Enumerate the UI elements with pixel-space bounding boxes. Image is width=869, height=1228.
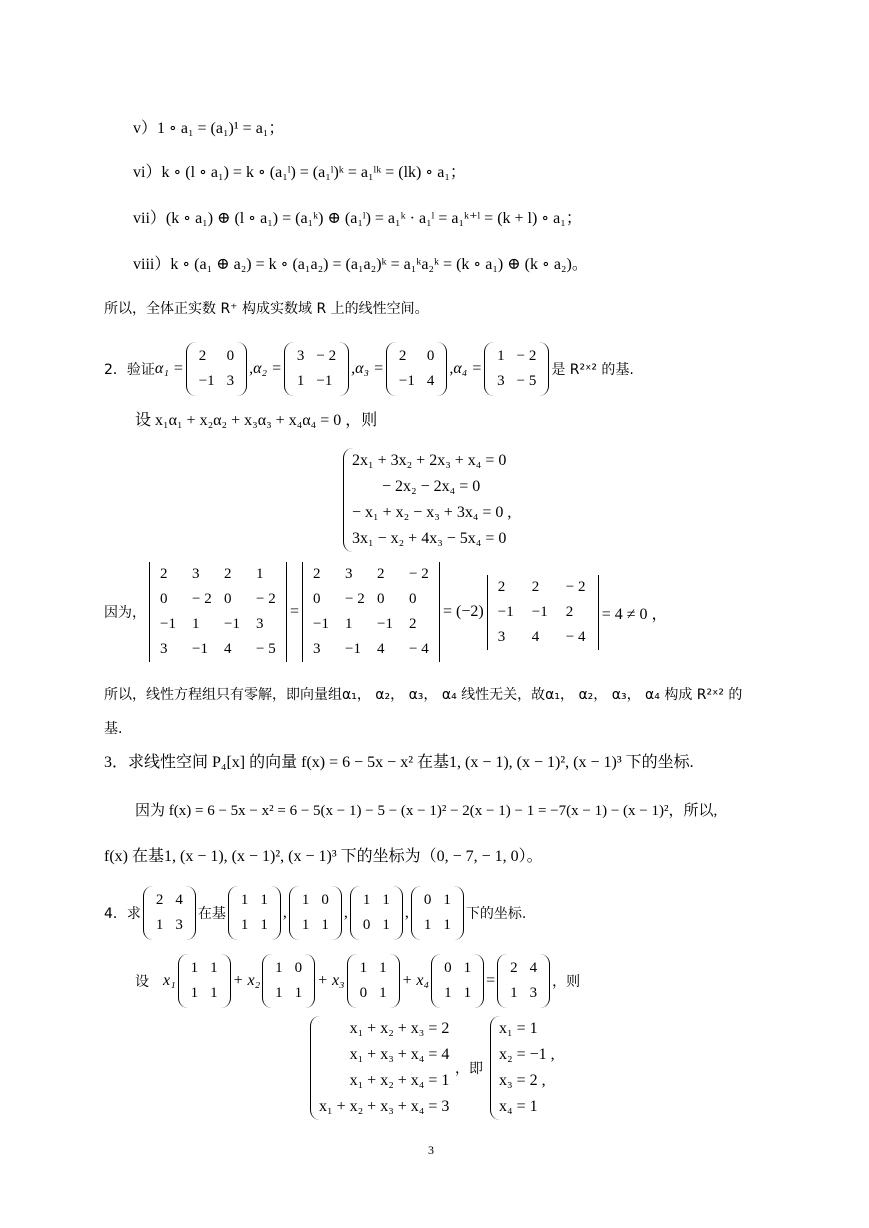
problem-2-conclusion-end: 基. (104, 721, 123, 737)
determinant-1: 2 3 2 1 0 − 2 0 − 2 −1 1 −1 3 3 −1 4 − 5 (149, 562, 287, 662)
setup-basis-2: 1 0 1 1 (262, 954, 315, 1008)
because-label: 因为， (104, 605, 146, 621)
alpha3-label: ,α₃ = (351, 360, 384, 377)
alpha4-label: ,α₄ = (449, 360, 483, 377)
determinant-line: 因为， 2 3 2 1 0 − 2 0 − 2 −1 1 −1 3 3 −1 4 − 5 = 2 3 2 − 2 0 − 2 0 0 −1 1 −1 2 3 −1 4 − 4 = (−2) 2 2 − 2 −1 −1 2 3 4 − 4 = 4 ≠ 0 ， (104, 562, 668, 662)
problem-3-statement: 3．求线性空间 P₄[x] 的向量 f(x) = 6 − 5x − x² 在基1, (x − 1), (x − 1)², (x − 1)³ 下的坐标. (104, 754, 694, 771)
axiom-viii: viii）k ∘ (a₁ ⊕ a₂) = k ∘ (a₁a₂) = (a₁a₂)ᵏ = a₁ᵏa₂ᵏ = (k ∘ a₁) ⊕ (k ∘ a₂)。 (133, 256, 588, 273)
determinant-factor: = (−2) (443, 603, 484, 620)
axiom-vi: vi）k ∘ (l ∘ a₁) = k ∘ (a₁ˡ) = (a₁ˡ)ᵏ = a₁ˡᵏ = (lk) ∘ a₁； (133, 164, 466, 181)
alpha3-matrix: 2 0 −1 4 (386, 342, 447, 396)
alpha2-label: ,α₂ = (249, 360, 282, 377)
setup-basis-4: 0 1 1 1 (431, 954, 484, 1008)
problem-4-setup: 设 x₁ 1 1 1 1 + x₂ 1 0 1 1 + x₃ 1 1 0 1 + x₄ 0 1 1 1 = 2 4 1 3 ，则 (135, 954, 580, 1008)
conclusion-1: 所以，全体正实数 R⁺ 构成实数域 R 上的线性空间。 (104, 301, 429, 317)
problem-2-prefix: 2．验证 (104, 362, 155, 378)
page-number: 3 (428, 1143, 434, 1157)
problem-4-statement: 4．求 2 4 1 3 在基 1 1 1 1 , 1 0 1 1 , 1 1 0 1 , 0 1 1 1 下的坐标. (104, 886, 526, 940)
problem-3-solution-1: 因为 f(x) = 6 − 5x − x² = 6 − 5(x − 1) − 5 − (x − 1)² − 2(x − 1) − 1 = −7(x − 1) − (x − 1)²，所以, (135, 803, 718, 819)
basis-matrix-1: 1 1 1 1 (228, 886, 281, 940)
alpha4-matrix: 1 − 2 3 − 5 (484, 342, 549, 396)
setup-basis-1: 1 1 1 1 (178, 954, 231, 1008)
setup-target: 2 4 1 3 (497, 954, 550, 1008)
problem-2-suffix: 是 R²ˣ² 的基. (551, 362, 634, 378)
basis-matrix-4: 0 1 1 1 (411, 886, 464, 940)
alpha1-matrix: 2 0 −1 3 (186, 342, 247, 396)
target-matrix: 2 4 1 3 (143, 886, 196, 940)
problem-2-statement (104, 342, 634, 396)
determinant-value: = 4 ≠ 0 ， (601, 605, 668, 623)
basis-matrix-2: 1 0 1 1 (289, 886, 342, 940)
alpha1-label: α₁ = (154, 360, 184, 377)
basis-matrix-3: 1 1 0 1 (350, 886, 403, 940)
axiom-v: v）1 ∘ a₁ = (a₁)¹ = a₁； (133, 120, 285, 137)
determinant-2: 2 3 2 − 2 0 − 2 0 0 −1 1 −1 2 3 −1 4 − 4 (302, 562, 440, 662)
alpha2-matrix: 3 − 2 1 −1 (284, 342, 349, 396)
problem-3-solution-2: f(x) 在基1, (x − 1), (x − 1)², (x − 1)³ 下的坐标为（0, − 7, − 1, 0）。 (104, 848, 543, 865)
problem-2-conclusion: 所以，线性方程组只有零解，即向量组α₁， α₂， α₃， α₄ 线性无关，故α₁， α₂， α₃， α₄ 构成 R²ˣ² 的 (104, 687, 743, 703)
ie-label: ，即 (455, 1061, 483, 1077)
setup-basis-3: 1 1 0 1 (347, 954, 400, 1008)
determinant-3: 2 2 − 2 −1 −1 2 3 4 − 4 (487, 575, 599, 650)
system-p2: 2x₁ + 3x₂ + 2x₃ + x₄ = 0 − 2x₂ − 2x₄ = 0 − x₁ + x₂ − x₃ + 3x₄ = 0 , 3x₁ − x₂ + 4x₃ − 5x₄ = 0 (343, 448, 511, 552)
problem-2-setup: 设 x₁α₁ + x₂α₂ + x₃α₃ + x₄α₄ = 0 ，则 (135, 412, 378, 429)
solution-p4: x₁ = 1 x₂ = −1 , x₃ = 2 , x₄ = 1 (490, 1016, 555, 1120)
axiom-vii: vii）(k ∘ a₁) ⊕ (l ∘ a₁) = (a₁ᵏ) ⊕ (a₁ˡ) = a₁ᵏ · a₁ˡ = a₁ᵏ⁺ˡ = (k + l) ∘ a₁； (133, 210, 582, 227)
system-p4: x₁ + x₂ + x₃ = 2 x₁ + x₃ + x₄ = 4 x₁ + x₂ + x₄ = 1 x₁ + x₂ + x₃ + x₄ = 3 (310, 1016, 449, 1120)
